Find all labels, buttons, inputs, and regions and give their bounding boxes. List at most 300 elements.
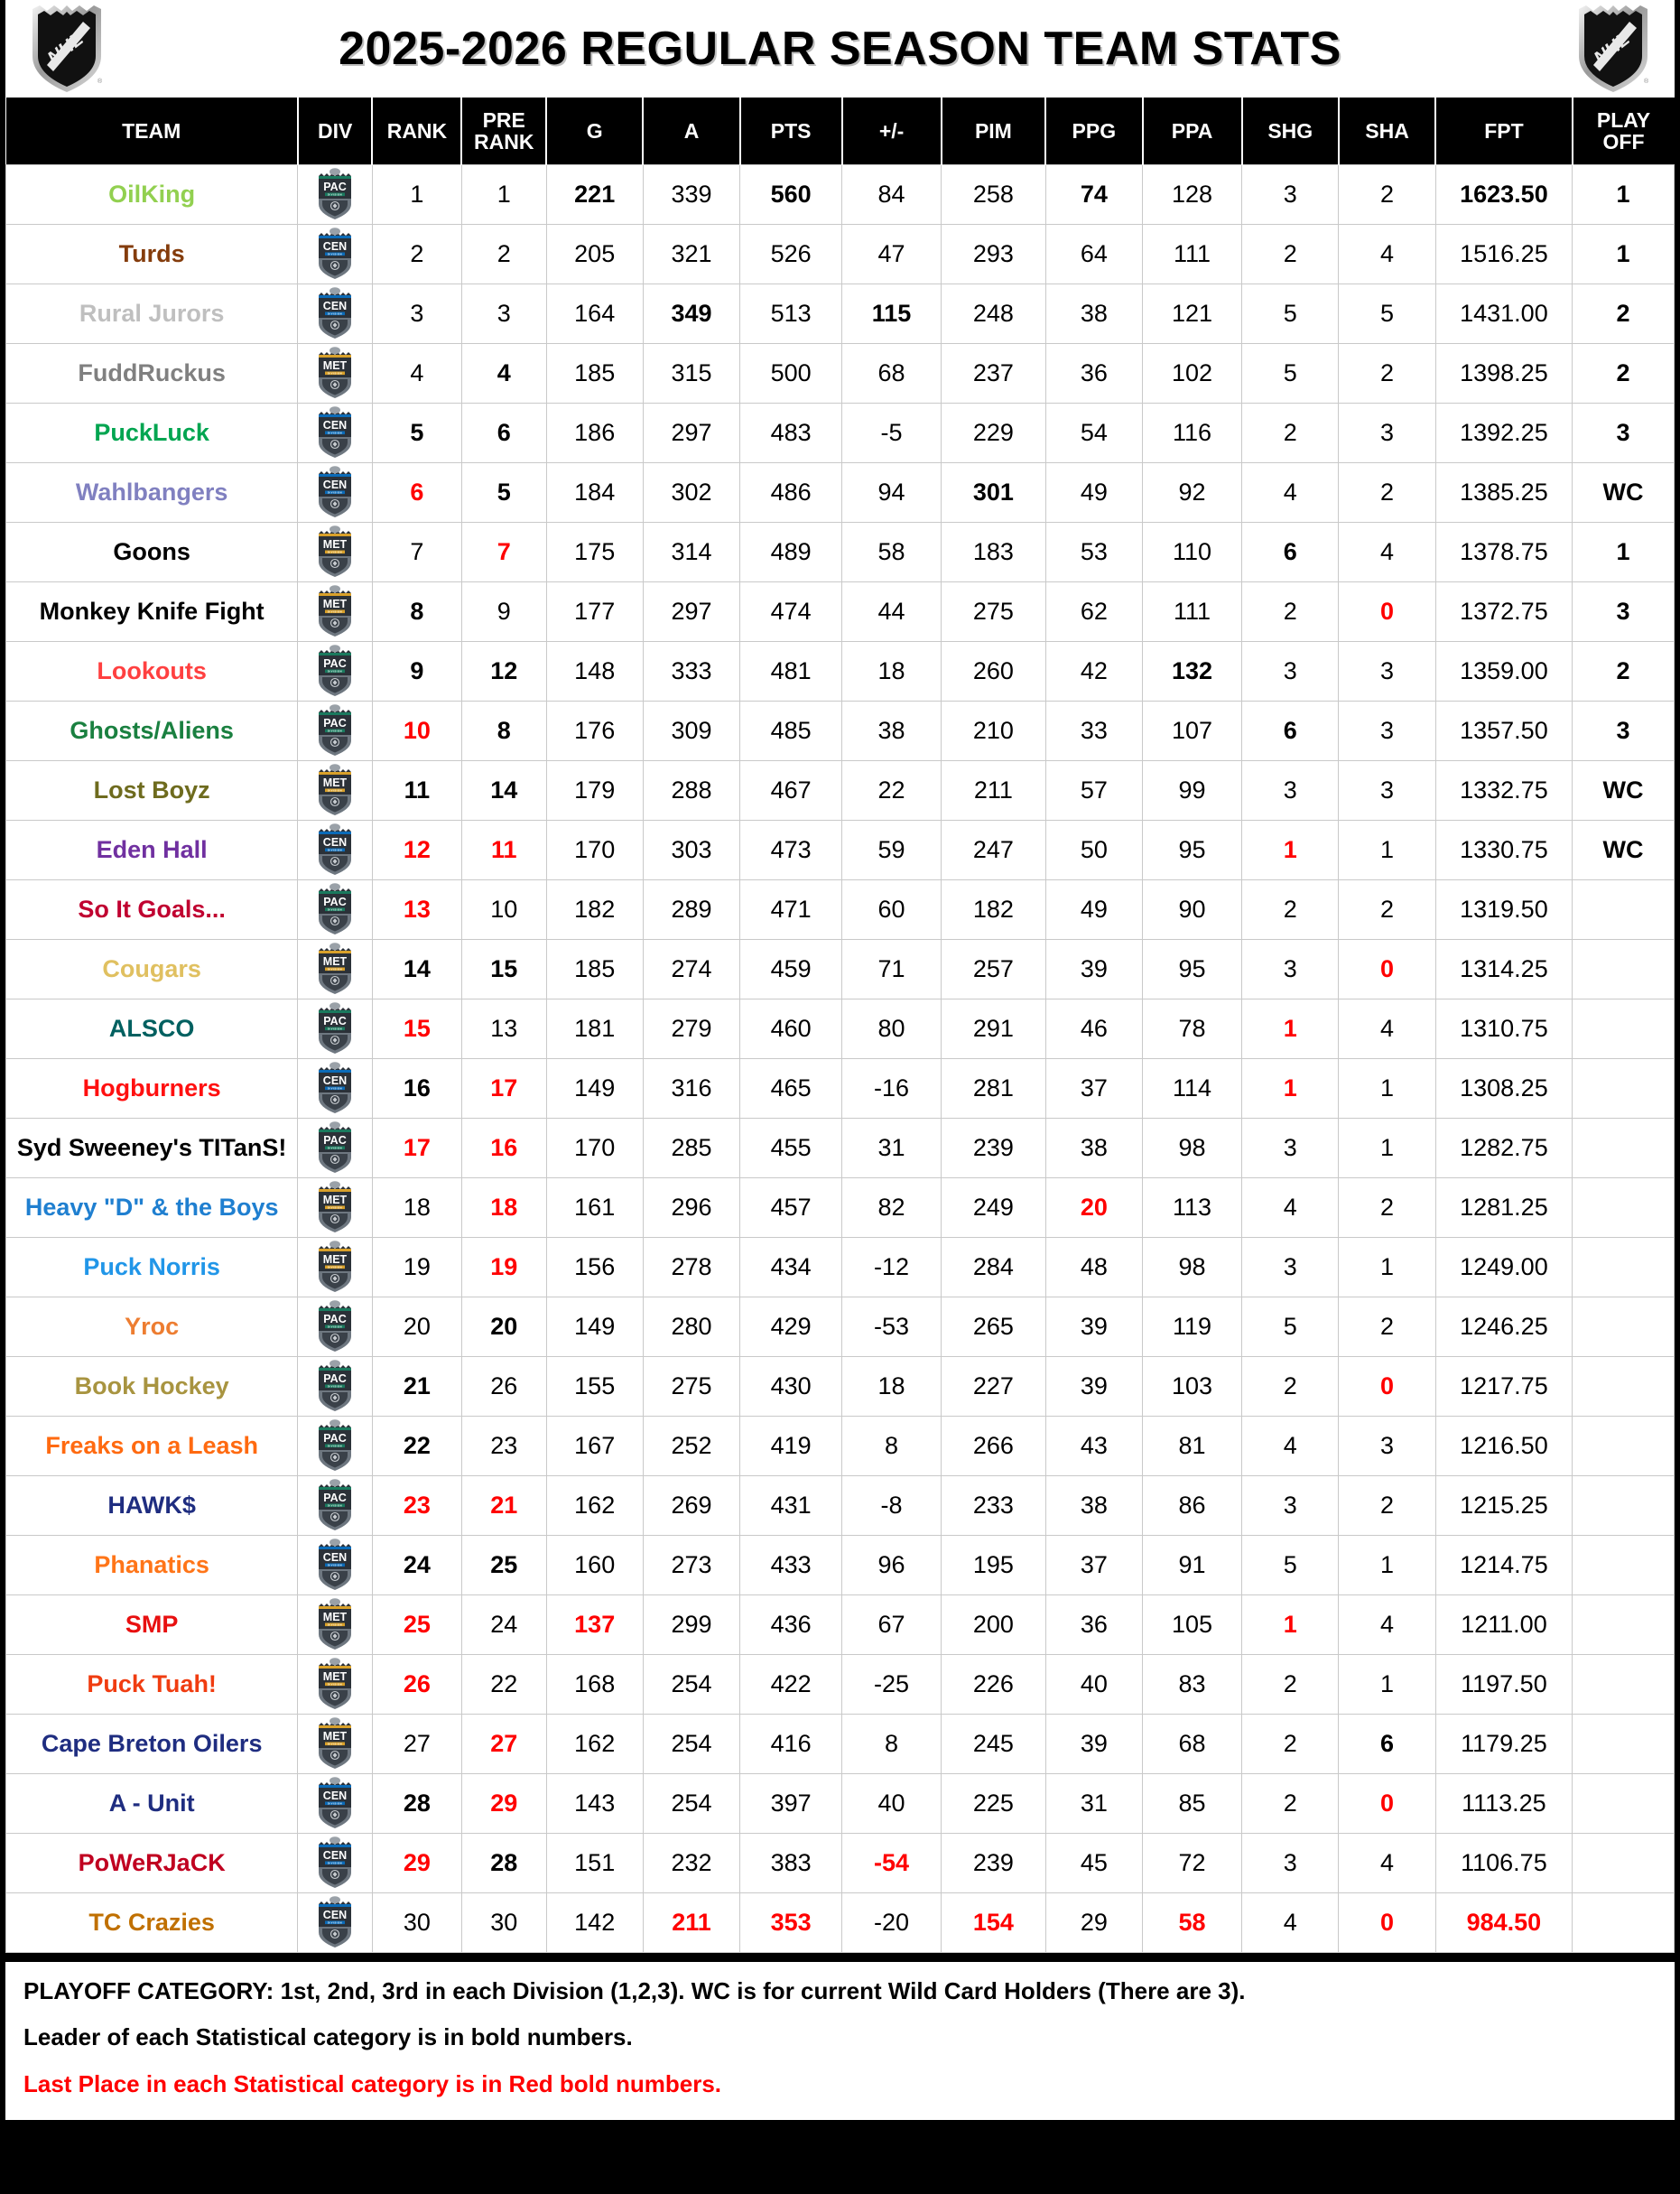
- division-badge-met-icon: [316, 525, 354, 578]
- cell-fpt: [1435, 1177, 1572, 1237]
- cell-assists: [643, 284, 739, 343]
- cell-ppa: [1143, 224, 1242, 284]
- table-row[interactable]: [6, 1654, 1675, 1714]
- cell-pre-rank: [461, 164, 546, 224]
- value-points: 416: [770, 1729, 812, 1757]
- cell-playoff: 3: [1573, 701, 1675, 760]
- value-assists: 275: [671, 1371, 712, 1399]
- value-fpt: 1357.50: [1460, 716, 1548, 744]
- svg-text:NHL: NHL: [43, 28, 88, 70]
- cell-division: [298, 1714, 373, 1773]
- value-pre-rank: 26: [490, 1371, 518, 1399]
- value-pim: 258: [972, 180, 1014, 208]
- cell-points: [740, 1654, 842, 1714]
- cell-assists: [643, 641, 739, 701]
- value-shg: 2: [1283, 895, 1297, 923]
- table-row[interactable]: [6, 999, 1675, 1058]
- cell-ppg: [1045, 1535, 1142, 1594]
- cell-points: [740, 1833, 842, 1892]
- table-row[interactable]: [6, 939, 1675, 999]
- cell-division: [298, 999, 373, 1058]
- cell-rank: [372, 1177, 461, 1237]
- cell-shg: [1242, 820, 1339, 879]
- value-goals: 186: [574, 418, 616, 446]
- value-plus-minus: 80: [877, 1014, 905, 1042]
- value-ppa: 111: [1174, 239, 1211, 267]
- division-badge-cen-icon: [316, 1539, 354, 1591]
- cell-points: [740, 939, 842, 999]
- table-row[interactable]: [6, 1118, 1675, 1177]
- value-fpt: 1106.75: [1461, 1848, 1547, 1876]
- cell-points: [740, 224, 842, 284]
- cell-ppg: [1045, 1833, 1142, 1892]
- table-row[interactable]: [6, 1177, 1675, 1237]
- value-points: 436: [770, 1610, 812, 1638]
- cell-sha: [1339, 760, 1435, 820]
- value-rank: 8: [410, 597, 424, 625]
- table-row[interactable]: [6, 1475, 1675, 1535]
- value-rank: 19: [403, 1252, 431, 1280]
- value-pre-rank: 4: [497, 358, 511, 386]
- svg-text:®: ®: [1644, 79, 1649, 85]
- cell-plus-minus: [842, 641, 942, 701]
- value-plus-minus: 68: [877, 358, 905, 386]
- value-shg: 4: [1283, 1908, 1297, 1936]
- value-ppg: 31: [1080, 1789, 1108, 1817]
- value-goals: 205: [574, 239, 616, 267]
- value-rank: 4: [410, 358, 424, 386]
- cell-division: [298, 581, 373, 641]
- value-pim: 239: [972, 1848, 1014, 1876]
- value-rank: 20: [403, 1312, 431, 1340]
- value-points: 465: [770, 1074, 812, 1102]
- cell-pim: [942, 1535, 1046, 1594]
- value-ppg: 40: [1080, 1669, 1108, 1697]
- cell-fpt: [1435, 820, 1572, 879]
- value-ppg: 37: [1080, 1550, 1108, 1578]
- value-sha: 1: [1380, 1252, 1395, 1280]
- cell-ppa: [1143, 1714, 1242, 1773]
- svg-text:DIVISION: DIVISION: [328, 1147, 343, 1150]
- cell-playoff: WC: [1573, 820, 1675, 879]
- table-row[interactable]: [6, 1297, 1675, 1356]
- division-badge-pac-icon: [316, 883, 354, 935]
- value-points: 560: [770, 180, 812, 208]
- value-points: 473: [770, 835, 812, 863]
- cell-pre-rank: [461, 939, 546, 999]
- cell-pim: [942, 701, 1046, 760]
- col-header-plusminus[interactable]: +/-: [842, 98, 942, 164]
- division-badge-cen-icon: [316, 406, 354, 459]
- cell-plus-minus: [842, 1416, 942, 1475]
- svg-text:PAC: PAC: [323, 1432, 347, 1445]
- col-header-fpt[interactable]: FPT: [1435, 98, 1572, 164]
- cell-fpt: [1435, 581, 1572, 641]
- cell-plus-minus: [842, 1356, 942, 1416]
- value-goals: 149: [574, 1312, 616, 1340]
- division-badge-met-icon: [316, 347, 354, 399]
- division-badge-cen-icon: [316, 1062, 354, 1114]
- value-sha: 3: [1380, 1431, 1395, 1459]
- table-row[interactable]: [6, 1892, 1675, 1952]
- svg-text:MET: MET: [322, 776, 348, 789]
- table-row[interactable]: [6, 581, 1675, 641]
- value-ppa: 102: [1172, 358, 1213, 386]
- svg-text:DIVISION: DIVISION: [328, 730, 343, 733]
- cell-ppa: [1143, 1892, 1242, 1952]
- cell-shg: [1242, 164, 1339, 224]
- division-badge-met-icon: [316, 764, 354, 816]
- svg-text:DIVISION: DIVISION: [328, 1445, 343, 1448]
- cell-assists: [643, 1177, 739, 1237]
- value-shg: 4: [1283, 1431, 1297, 1459]
- cell-sha: [1339, 1177, 1435, 1237]
- cell-ppg: [1045, 1177, 1142, 1237]
- cell-division: [298, 641, 373, 701]
- cell-goals: [546, 641, 643, 701]
- value-sha: 0: [1380, 1789, 1395, 1817]
- cell-team-name: Wahlbangers: [6, 462, 298, 522]
- value-ppa: 119: [1173, 1312, 1212, 1340]
- division-badge-met-icon: [316, 1717, 354, 1770]
- col-header-sha[interactable]: SHA: [1339, 98, 1435, 164]
- svg-text:DIVISION: DIVISION: [328, 1564, 343, 1567]
- value-assists: 254: [671, 1729, 712, 1757]
- value-plus-minus: 59: [877, 835, 905, 863]
- value-pre-rank: 28: [490, 1848, 518, 1876]
- cell-points: [740, 284, 842, 343]
- value-pim: 229: [972, 418, 1014, 446]
- col-header-a[interactable]: A: [643, 98, 739, 164]
- value-plus-minus: -54: [874, 1848, 910, 1876]
- svg-text:DIVISION: DIVISION: [328, 432, 343, 435]
- value-fpt: 1398.25: [1460, 358, 1548, 386]
- cell-pim: [942, 1058, 1046, 1118]
- cell-division: [298, 1356, 373, 1416]
- cell-assists: [643, 701, 739, 760]
- value-pre-rank: 1: [497, 180, 511, 208]
- table-row[interactable]: [6, 1356, 1675, 1416]
- col-header-g[interactable]: G: [546, 98, 643, 164]
- value-pre-rank: 16: [490, 1133, 518, 1161]
- table-row[interactable]: [6, 1714, 1675, 1773]
- cell-fpt: [1435, 879, 1572, 939]
- value-plus-minus: 82: [877, 1193, 905, 1221]
- cell-division: [298, 701, 373, 760]
- table-row[interactable]: [6, 522, 1675, 581]
- cell-pim: [942, 1714, 1046, 1773]
- cell-team-name: A - Unit: [6, 1773, 298, 1833]
- cell-shg: [1242, 581, 1339, 641]
- value-plus-minus: 22: [877, 776, 905, 804]
- value-goals: 162: [574, 1729, 616, 1757]
- cell-fpt: [1435, 1535, 1572, 1594]
- value-pre-rank: 13: [490, 1014, 518, 1042]
- value-pim: 266: [972, 1431, 1014, 1459]
- table-row[interactable]: [6, 760, 1675, 820]
- col-header-rank[interactable]: RANK: [372, 98, 461, 164]
- value-plus-minus: 94: [877, 478, 905, 506]
- cell-ppg: [1045, 1594, 1142, 1654]
- value-assists: 333: [671, 656, 712, 684]
- table-row[interactable]: [6, 820, 1675, 879]
- table-row[interactable]: [6, 1594, 1675, 1654]
- cell-team-name: Monkey Knife Fight: [6, 581, 298, 641]
- cell-assists: [643, 879, 739, 939]
- cell-plus-minus: [842, 1714, 942, 1773]
- cell-shg: [1242, 1118, 1339, 1177]
- svg-text:CEN: CEN: [322, 1074, 348, 1087]
- cell-ppa: [1143, 164, 1242, 224]
- cell-assists: [643, 1475, 739, 1535]
- svg-text:CEN: CEN: [322, 300, 348, 312]
- cell-ppa: [1143, 1118, 1242, 1177]
- cell-fpt: [1435, 641, 1572, 701]
- value-pre-rank: 11: [490, 835, 517, 863]
- cell-fpt: [1435, 1118, 1572, 1177]
- cell-goals: [546, 581, 643, 641]
- cell-sha: [1339, 1833, 1435, 1892]
- cell-plus-minus: [842, 999, 942, 1058]
- col-header-ppa[interactable]: PPA: [1143, 98, 1242, 164]
- cell-pim: [942, 939, 1046, 999]
- value-assists: 309: [671, 716, 712, 744]
- cell-plus-minus: [842, 701, 942, 760]
- svg-text:PAC: PAC: [323, 1134, 347, 1147]
- cell-pim: [942, 1892, 1046, 1952]
- cell-division: [298, 403, 373, 462]
- division-badge-pac-icon: [316, 1002, 354, 1055]
- value-points: 383: [770, 1848, 812, 1876]
- table-row[interactable]: [6, 284, 1675, 343]
- cell-team-name: Lookouts: [6, 641, 298, 701]
- cell-assists: [643, 581, 739, 641]
- cell-points: [740, 403, 842, 462]
- value-rank: 6: [410, 478, 424, 506]
- cell-shg: [1242, 879, 1339, 939]
- cell-assists: [643, 462, 739, 522]
- cell-pim: [942, 1297, 1046, 1356]
- value-assists: 211: [672, 1908, 711, 1936]
- cell-sha: [1339, 820, 1435, 879]
- value-sha: 5: [1380, 299, 1395, 327]
- cell-division: [298, 1237, 373, 1297]
- cell-sha: [1339, 1475, 1435, 1535]
- cell-assists: [643, 999, 739, 1058]
- svg-text:CEN: CEN: [322, 479, 348, 491]
- value-ppg: 45: [1080, 1848, 1108, 1876]
- value-shg: 4: [1283, 1193, 1297, 1221]
- col-header-playoff[interactable]: [1573, 98, 1675, 164]
- cell-sha: [1339, 939, 1435, 999]
- col-header-ppg[interactable]: PPG: [1045, 98, 1142, 164]
- cell-points: [740, 522, 842, 581]
- table-row[interactable]: [6, 641, 1675, 701]
- cell-points: [740, 1356, 842, 1416]
- table-row[interactable]: [6, 403, 1675, 462]
- cell-points: [740, 1594, 842, 1654]
- value-ppa: 83: [1178, 1669, 1206, 1697]
- svg-text:DIVISION: DIVISION: [328, 1683, 343, 1687]
- value-goals: 177: [574, 597, 616, 625]
- cell-points: [740, 999, 842, 1058]
- cell-division: [298, 164, 373, 224]
- col-header-div[interactable]: DIV: [298, 98, 373, 164]
- col-header-shg[interactable]: SHG: [1242, 98, 1339, 164]
- value-pim: 247: [972, 835, 1014, 863]
- cell-rank: [372, 284, 461, 343]
- table-row[interactable]: [6, 1773, 1675, 1833]
- cell-pre-rank: [461, 1892, 546, 1952]
- value-rank: 29: [403, 1848, 431, 1876]
- value-shg: 5: [1283, 299, 1297, 327]
- cell-fpt: [1435, 1714, 1572, 1773]
- value-assists: 315: [671, 358, 712, 386]
- value-goals: 182: [574, 895, 616, 923]
- value-plus-minus: 44: [877, 597, 905, 625]
- cell-pre-rank: [461, 581, 546, 641]
- cell-playoff: [1573, 1654, 1675, 1714]
- cell-shg: [1242, 224, 1339, 284]
- value-goals: 155: [574, 1371, 616, 1399]
- svg-text:DIVISION: DIVISION: [328, 312, 343, 316]
- cell-pre-rank: [461, 760, 546, 820]
- table-row[interactable]: [6, 879, 1675, 939]
- cell-team-name: Ghosts/Aliens: [6, 701, 298, 760]
- cell-division: [298, 1177, 373, 1237]
- value-shg: 4: [1283, 478, 1297, 506]
- cell-goals: [546, 1297, 643, 1356]
- value-sha: 2: [1380, 895, 1395, 923]
- value-ppa: 105: [1172, 1610, 1213, 1638]
- cell-playoff: [1573, 939, 1675, 999]
- value-rank: 22: [403, 1431, 431, 1459]
- svg-text:MET: MET: [322, 1670, 348, 1683]
- cell-pim: [942, 1118, 1046, 1177]
- value-shg: 2: [1283, 1371, 1297, 1399]
- value-goals: 175: [574, 537, 616, 565]
- cell-team-name: SMP: [6, 1594, 298, 1654]
- value-shg: 3: [1283, 776, 1297, 804]
- cell-goals: [546, 999, 643, 1058]
- value-assists: 316: [671, 1074, 712, 1102]
- cell-rank: [372, 1833, 461, 1892]
- cell-pre-rank: [461, 1118, 546, 1177]
- cell-points: [740, 1475, 842, 1535]
- value-sha: 2: [1380, 1491, 1395, 1519]
- cell-fpt: [1435, 701, 1572, 760]
- cell-playoff: [1573, 1475, 1675, 1535]
- table-row[interactable]: [6, 164, 1675, 224]
- col-header-team[interactable]: TEAM: [6, 98, 298, 164]
- value-points: 471: [770, 895, 812, 923]
- table-row[interactable]: [6, 1416, 1675, 1475]
- svg-text:PAC: PAC: [323, 1313, 347, 1325]
- value-plus-minus: -12: [874, 1252, 910, 1280]
- table-row[interactable]: [6, 224, 1675, 284]
- cell-goals: [546, 284, 643, 343]
- cell-points: [740, 462, 842, 522]
- value-ppa: 68: [1178, 1729, 1206, 1757]
- svg-text:DIVISION: DIVISION: [328, 193, 343, 197]
- svg-text:PAC: PAC: [323, 1015, 347, 1027]
- legend-playoff-category: PLAYOFF CATEGORY: 1st, 2nd, 3rd in each Division (1,2,3). WC is for current Wild Card Holders (There are 3).: [23, 1976, 1246, 2004]
- value-pre-rank: 17: [490, 1074, 518, 1102]
- division-badge-cen-icon: [316, 1896, 354, 1948]
- svg-text:DIVISION: DIVISION: [328, 670, 343, 674]
- division-badge-met-icon: [316, 1181, 354, 1233]
- cell-ppa: [1143, 1833, 1242, 1892]
- cell-rank: [372, 462, 461, 522]
- cell-ppa: [1143, 581, 1242, 641]
- cell-team-name: Lost Boyz: [6, 760, 298, 820]
- cell-assists: [643, 820, 739, 879]
- cell-ppa: [1143, 1475, 1242, 1535]
- cell-plus-minus: [842, 522, 942, 581]
- table-row[interactable]: [6, 1058, 1675, 1118]
- value-pre-rank: 14: [490, 776, 518, 804]
- table-row[interactable]: [6, 1535, 1675, 1594]
- svg-text:CEN: CEN: [322, 1849, 348, 1862]
- division-badge-cen-icon: [316, 466, 354, 518]
- value-pim: 257: [972, 954, 1014, 982]
- value-ppg: 50: [1080, 835, 1108, 863]
- col-header-playoff-line2: OFF: [1602, 129, 1645, 153]
- svg-text:CEN: CEN: [322, 1909, 348, 1921]
- value-rank: 18: [403, 1193, 431, 1221]
- cell-shg: [1242, 1475, 1339, 1535]
- col-header-pim[interactable]: PIM: [942, 98, 1046, 164]
- value-fpt: 1179.25: [1461, 1729, 1547, 1757]
- cell-plus-minus: [842, 1594, 942, 1654]
- cell-playoff: [1573, 1714, 1675, 1773]
- value-fpt: 1215.25: [1460, 1491, 1548, 1519]
- table-row[interactable]: [6, 701, 1675, 760]
- cell-division: [298, 1118, 373, 1177]
- cell-pre-rank: [461, 1297, 546, 1356]
- cell-points: [740, 1714, 842, 1773]
- cell-goals: [546, 1058, 643, 1118]
- cell-fpt: [1435, 939, 1572, 999]
- value-sha: 1: [1380, 1074, 1395, 1102]
- cell-goals: [546, 403, 643, 462]
- cell-points: [740, 1177, 842, 1237]
- value-ppa: 99: [1178, 776, 1206, 804]
- value-points: 433: [770, 1550, 812, 1578]
- table-row[interactable]: [6, 1237, 1675, 1297]
- value-points: 483: [770, 418, 812, 446]
- cell-plus-minus: [842, 164, 942, 224]
- col-header-pts[interactable]: PTS: [740, 98, 842, 164]
- cell-ppa: [1143, 403, 1242, 462]
- cell-pim: [942, 879, 1046, 939]
- cell-ppa: [1143, 820, 1242, 879]
- value-pim: 275: [972, 597, 1014, 625]
- table-row[interactable]: [6, 462, 1675, 522]
- cell-team-name: Heavy "D" & the Boys: [6, 1177, 298, 1237]
- table-row[interactable]: [6, 343, 1675, 403]
- cell-goals: [546, 1654, 643, 1714]
- value-shg: 3: [1283, 1491, 1297, 1519]
- value-points: 429: [770, 1312, 812, 1340]
- cell-assists: [643, 164, 739, 224]
- svg-text:DIVISION: DIVISION: [328, 1504, 343, 1508]
- value-fpt: 1314.25: [1460, 954, 1548, 982]
- cell-assists: [643, 939, 739, 999]
- col-header-pre-rank[interactable]: [461, 98, 546, 164]
- table-row[interactable]: [6, 1833, 1675, 1892]
- cell-sha: [1339, 403, 1435, 462]
